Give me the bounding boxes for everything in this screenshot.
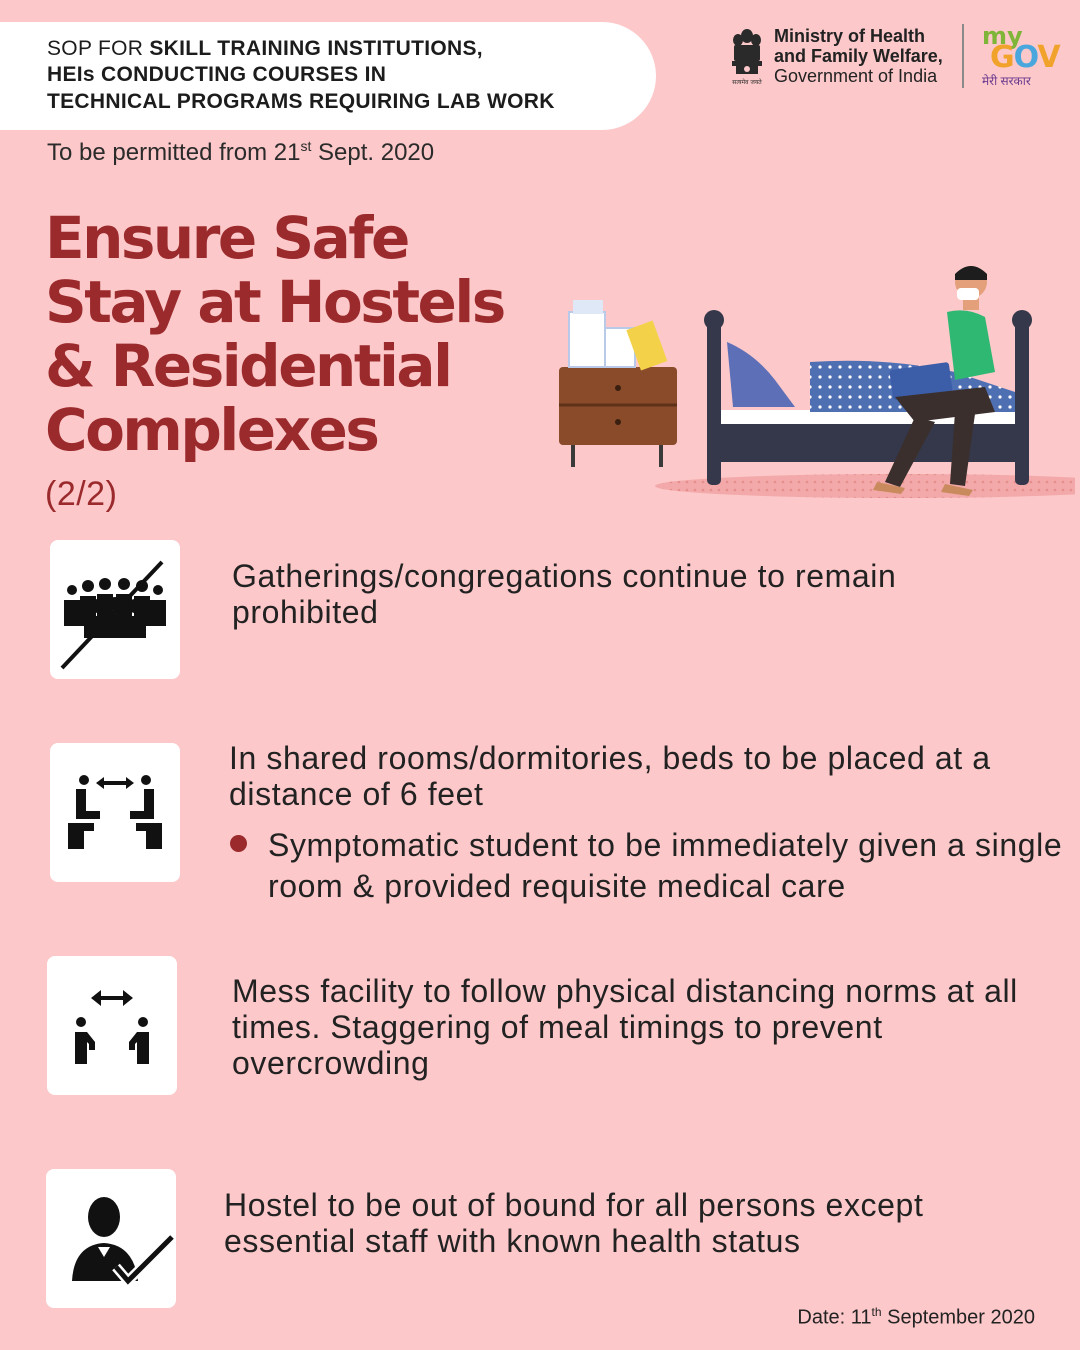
item-gatherings-text: Gatherings/congregations continue to remain prohibited	[232, 558, 897, 630]
permitted-date: To be permitted from 21st Sept. 2020	[47, 138, 435, 166]
bed-distance-icon	[50, 743, 180, 882]
bed-distance-icon-box	[50, 743, 180, 882]
symptomatic-student-text: Symptomatic student to be immediately given a single room & provided requisite medical care	[268, 827, 1063, 904]
item-shared-rooms-text: In shared rooms/dormitories, beds to be placed at a distance of 6 feet	[229, 740, 991, 812]
approved-person-icon	[46, 1169, 176, 1308]
physical-distancing-icon-box	[47, 956, 177, 1095]
bullet-dot	[230, 835, 247, 852]
ministry-name: Ministry of Health and Family Welfare, Government of India	[774, 26, 943, 86]
item-hostel-bound-text: Hostel to be out of bound for all persons except essential staff with known health status	[224, 1187, 924, 1259]
no-gathering-icon-box	[50, 540, 180, 679]
national-emblem-icon	[728, 26, 766, 88]
logo-divider	[962, 24, 964, 88]
banner-line-3: TECHNICAL PROGRAMS REQUIRING LAB WORK	[47, 90, 555, 113]
no-gathering-icon	[50, 540, 180, 679]
item-mess-facility-text: Mess facility to follow physical distancing norms at all times. Staggering of meal timings to prevent overcrowding	[232, 973, 1018, 1081]
banner-line-2: HEIs CONDUCTING COURSES IN	[47, 63, 387, 86]
page-title: Ensure Safe Stay at Hostels & Residential Complexes (2/2)	[45, 206, 504, 526]
physical-distancing-icon	[47, 956, 177, 1095]
approved-person-icon-box	[46, 1169, 176, 1308]
emblem-caption: सत्यमेव जयते	[732, 79, 762, 86]
student-on-bed-illustration	[555, 262, 1075, 502]
mygov-logo: my GOV मेरी सरकार	[982, 22, 1060, 88]
part-indicator: (2/2)	[45, 475, 118, 513]
banner-line-1: SOP FOR SKILL TRAINING INSTITUTIONS,	[47, 37, 483, 60]
footer-date: Date: 11th September 2020	[797, 1305, 1035, 1329]
